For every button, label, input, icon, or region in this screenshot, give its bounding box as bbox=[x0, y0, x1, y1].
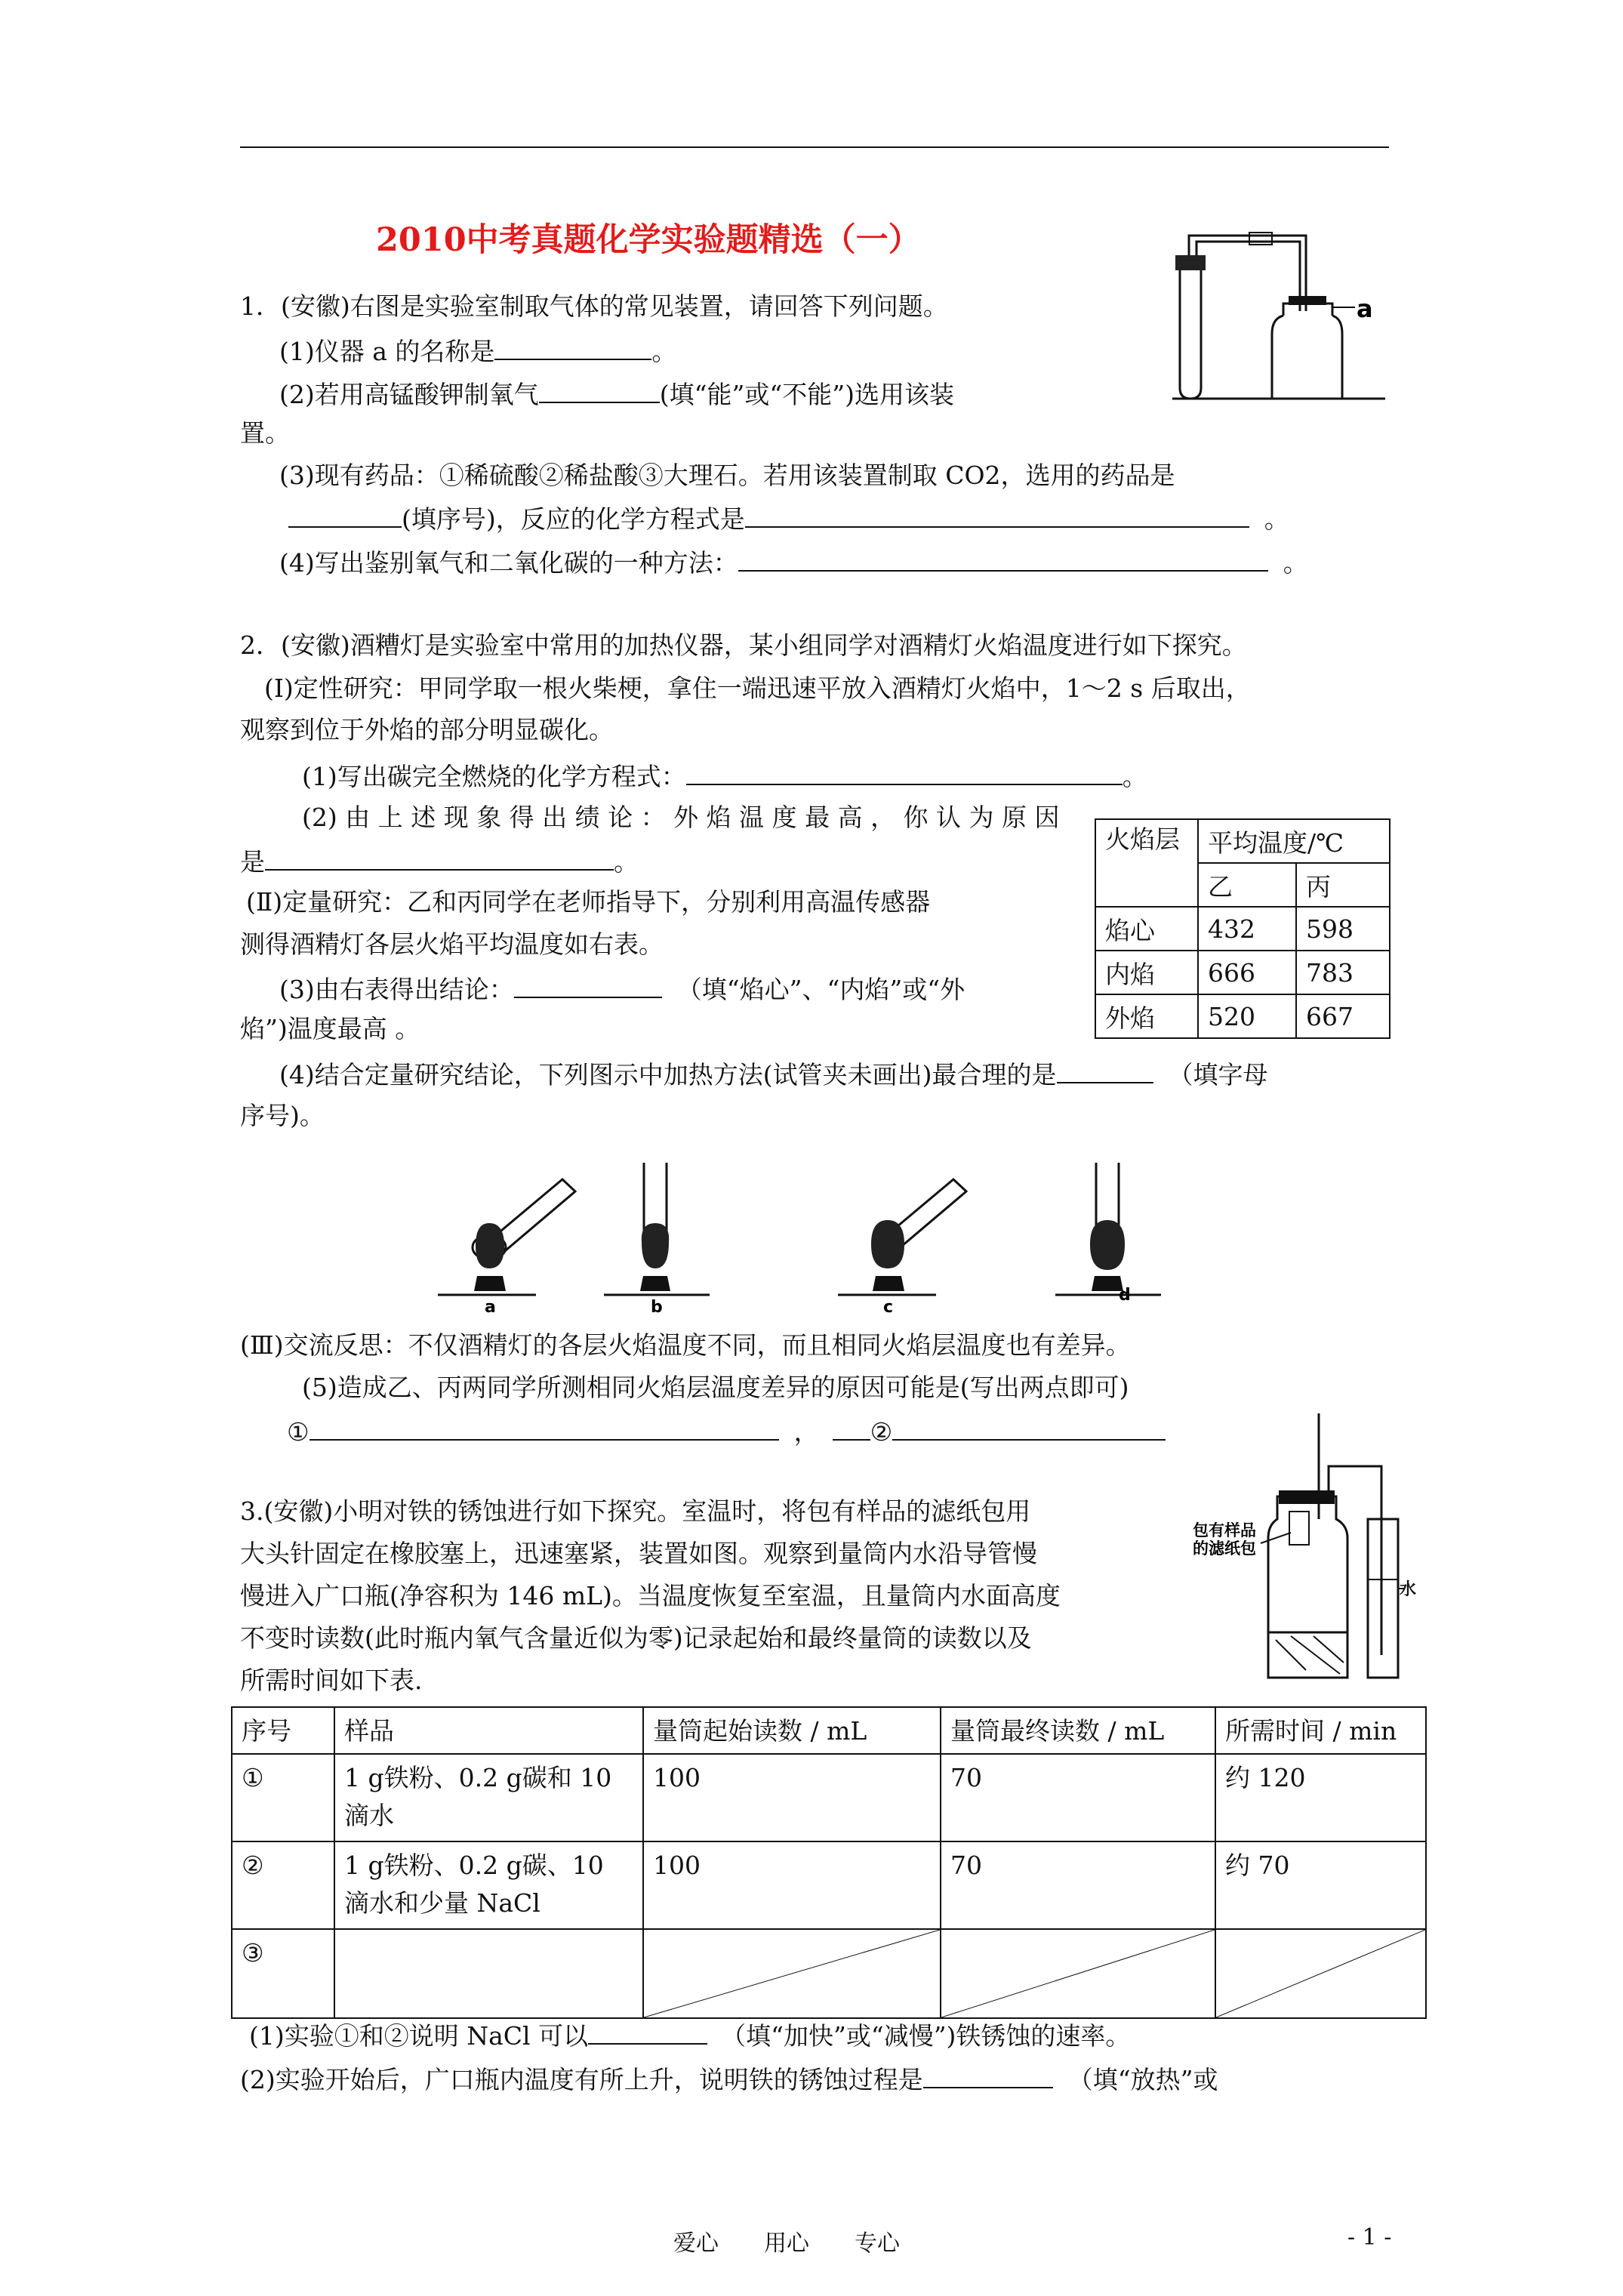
heating-option-c bbox=[838, 1179, 966, 1317]
q2-stem: 2．(安徽)酒糟灯是实验室中常用的加热仪器，某小组同学对酒精灯火焰温度进行如下探究。 bbox=[240, 630, 1247, 660]
table-row bbox=[232, 1841, 1426, 1929]
start-reading: 100 bbox=[643, 1754, 941, 1841]
q2-sub2-text: 是 bbox=[240, 847, 265, 877]
q2-sub3-text-end: （填“焰心”、“内焰”或“外 bbox=[676, 975, 965, 1004]
temp-bing: 667 bbox=[1296, 994, 1390, 1038]
q2-sub4 bbox=[279, 1056, 1268, 1092]
q2-sub3-text: (3)由右表得出结论： bbox=[279, 975, 514, 1004]
rust-table-header: 所需时间 / min bbox=[1215, 1707, 1426, 1754]
q1-part2-cont: 置。 bbox=[240, 418, 290, 448]
table-row bbox=[1095, 907, 1390, 951]
answer-blank[interactable] bbox=[265, 843, 614, 871]
rust-table-header: 序号 bbox=[232, 1707, 334, 1754]
answer-blank[interactable] bbox=[892, 1413, 1166, 1441]
q1-part1 bbox=[279, 333, 676, 368]
flame-table-header-yi: 乙 bbox=[1198, 863, 1296, 907]
sample-line: 滴水 bbox=[344, 1801, 394, 1830]
heating-option-a bbox=[438, 1179, 575, 1317]
row-number: ① bbox=[232, 1754, 334, 1841]
row-number: ② bbox=[232, 1841, 334, 1929]
q1-part2-text-end: (填“能”或“不能”)选用该装 bbox=[659, 380, 954, 409]
sample-cell bbox=[334, 1841, 643, 1929]
rust-table-header: 量筒最终读数 / mL bbox=[941, 1707, 1215, 1754]
sample-line: 1 g铁粉、0.2 g碳和 10 bbox=[344, 1763, 612, 1792]
q1-part3-cont bbox=[288, 501, 1289, 536]
q2-quantitative: (Ⅱ)定量研究：乙和丙同学在老师指导下，分别利用高温传感器 bbox=[246, 887, 931, 917]
q2-sub5-mark2: ② bbox=[870, 1417, 893, 1447]
q3-line5: 所需时间如下表. bbox=[240, 1666, 423, 1695]
time-required: 约 120 bbox=[1215, 1754, 1426, 1841]
start-reading: 100 bbox=[643, 1841, 941, 1929]
q3-line2: 大头针固定在橡胶塞上，迅速塞紧，装置如图。观察到量筒内水沿导管慢 bbox=[240, 1539, 1037, 1568]
sample-label-1: 包有样品 bbox=[1193, 1521, 1256, 1539]
header-rule bbox=[240, 146, 1389, 148]
answer-blank[interactable] bbox=[923, 2061, 1053, 2088]
q1-stem: 1．(安徽)右图是实验室制取气体的常见装置，请回答下列问题。 bbox=[240, 291, 948, 321]
q1-part2-text: (2)若用高锰酸钾制氧气 bbox=[279, 380, 539, 409]
q1-part4-end: 。 bbox=[1283, 548, 1308, 578]
answer-blank[interactable] bbox=[288, 501, 402, 528]
end-reading: 70 bbox=[941, 1754, 1215, 1841]
gas-apparatus-figure bbox=[1166, 220, 1389, 405]
q1-part3-end: 。 bbox=[1264, 504, 1289, 534]
rust-apparatus-figure bbox=[1193, 1406, 1404, 1685]
answer-blank[interactable] bbox=[686, 758, 1123, 785]
q3-answer1 bbox=[249, 2017, 1130, 2053]
figure-label-c: c bbox=[883, 1298, 894, 1317]
sample-cell[interactable] bbox=[334, 1929, 643, 2018]
q2-sub5-answers bbox=[287, 1413, 1166, 1449]
q2-sub3-cont: 焰”)温度最高 。 bbox=[240, 1014, 420, 1043]
q2-sub4-text: (4)结合定量研究结论，下列图示中加热方法(试管夹未画出)最合理的是 bbox=[279, 1060, 1057, 1089]
figure-label-b: b bbox=[651, 1298, 663, 1317]
flame-table-header-layer: 火焰层 bbox=[1095, 819, 1198, 907]
q1-part1-end: 。 bbox=[651, 337, 677, 366]
answer-blank[interactable] bbox=[745, 501, 1249, 528]
q1-part4 bbox=[279, 544, 1308, 580]
q2-reflection: (Ⅲ)交流反思：不仅酒精灯的各层火焰温度不同，而且相同火焰层温度也有差异。 bbox=[240, 1330, 1131, 1360]
temp-yi: 520 bbox=[1198, 994, 1296, 1038]
sample-line: 滴水和少量 NaCl bbox=[344, 1888, 540, 1918]
rust-experiment-table bbox=[231, 1706, 1427, 2019]
sample-cell bbox=[334, 1754, 643, 1841]
flame-table-header-bing: 丙 bbox=[1296, 863, 1390, 907]
table-row bbox=[1095, 951, 1390, 994]
table-row bbox=[232, 1754, 1426, 1841]
row-number: ③ bbox=[232, 1929, 334, 2018]
answer-blank[interactable] bbox=[738, 544, 1268, 572]
flame-temperature-table bbox=[1095, 818, 1390, 1039]
sample-line: 1 g铁粉、0.2 g碳、10 bbox=[344, 1851, 604, 1880]
answer-blank[interactable] bbox=[310, 1413, 779, 1441]
q2-qualitative-cont: 观察到位于外焰的部分明显碳化。 bbox=[240, 715, 614, 744]
q1-part1-text: (1)仪器 a 的名称是 bbox=[279, 337, 495, 366]
page-title: 2010中考真题化学实验题精选（一） bbox=[376, 221, 921, 259]
q3-line3: 慢进入广口瓶(净容积为 146 mL)。当温度恢复至室温，且量筒内水面高度 bbox=[240, 1581, 1061, 1610]
q1-part3-text: (填序号)，反应的化学方程式是 bbox=[402, 504, 745, 534]
q2-qualitative: (Ⅰ)定性研究：甲同学取一根火柴梗，拿住一端迅速平放入酒精灯火焰中，1～2 s 后取出， bbox=[264, 673, 1251, 703]
q1-part2 bbox=[279, 376, 954, 411]
answer-blank[interactable] bbox=[539, 376, 660, 403]
flame-layer: 焰心 bbox=[1095, 907, 1198, 951]
temp-yi: 432 bbox=[1198, 907, 1296, 951]
q2-sub2-cont bbox=[240, 843, 639, 879]
footer-motto: 爱心 用心 专心 bbox=[673, 2230, 900, 2257]
figure-label-a: a bbox=[1357, 294, 1373, 323]
q2-quantitative-cont: 测得酒精灯各层火焰平均温度如右表。 bbox=[240, 929, 664, 959]
water-label: 水 bbox=[1400, 1579, 1417, 1599]
q2-sub5: (5)造成乙、丙两同学所测相同火焰层温度差异的原因可能是(写出两点即可) bbox=[302, 1373, 1129, 1402]
start-reading-slashed bbox=[643, 1929, 941, 2018]
figure-label-d: d bbox=[1119, 1286, 1131, 1305]
sample-label-2: 的滤纸包 bbox=[1193, 1539, 1256, 1558]
q3-answer2 bbox=[240, 2061, 1218, 2097]
q1-part3: (3)现有药品：①稀硫酸②稀盐酸③大理石。若用该装置制取 CO2，选用的药品是 bbox=[279, 461, 1175, 490]
time-required: 约 70 bbox=[1215, 1841, 1426, 1929]
heating-option-d bbox=[1055, 1163, 1161, 1305]
q3-line1: 3.(安徽)小明对铁的锈蚀进行如下探究。室温时，将包有样品的滤纸包用 bbox=[240, 1496, 1031, 1526]
q3-answer1-end: （填“加快”或“减慢”)铁锈蚀的速率。 bbox=[721, 2021, 1131, 2051]
end-reading: 70 bbox=[941, 1841, 1215, 1929]
q2-sub5-mark1: ① bbox=[287, 1417, 310, 1447]
flame-table-header-temp: 平均温度/℃ bbox=[1198, 819, 1390, 863]
temp-bing: 783 bbox=[1296, 951, 1390, 994]
answer-blank[interactable] bbox=[494, 333, 651, 360]
q3-answer2-end: （填“放热”或 bbox=[1067, 2065, 1218, 2094]
answer-blank[interactable] bbox=[588, 2017, 707, 2045]
q2-sub2: (2) 由 上 述 现 象 得 出 绩 论 ： 外 焰 温 度 最 高 ， 你 认 为 原 因 bbox=[302, 803, 1060, 832]
q2-sub2-end: 。 bbox=[614, 847, 639, 877]
answer-blank[interactable] bbox=[514, 971, 662, 998]
rust-table-header: 样品 bbox=[334, 1707, 643, 1754]
temp-bing: 598 bbox=[1296, 907, 1390, 951]
table-row bbox=[1095, 994, 1390, 1038]
q3-answer2-text: (2)实验开始后，广口瓶内温度有所上升，说明铁的锈蚀过程是 bbox=[240, 2065, 923, 2094]
time-required-slashed bbox=[1215, 1929, 1426, 2018]
rust-table-header: 量筒起始读数 / mL bbox=[643, 1707, 941, 1754]
q2-sub1-end: 。 bbox=[1122, 762, 1147, 791]
q2-sub3 bbox=[279, 971, 965, 1006]
flame-layer: 外焰 bbox=[1095, 994, 1198, 1038]
figure-label-a: a bbox=[485, 1298, 496, 1317]
q3-answer1-text: (1)实验①和②说明 NaCl 可以 bbox=[249, 2021, 589, 2051]
q2-sub4-cont: 序号)。 bbox=[240, 1101, 325, 1130]
answer-blank[interactable] bbox=[833, 1413, 870, 1441]
q2-sub4-text-end: （填字母 bbox=[1168, 1060, 1268, 1089]
flame-layer: 内焰 bbox=[1095, 951, 1198, 994]
table-row bbox=[232, 1929, 1426, 2018]
answer-blank[interactable] bbox=[1057, 1056, 1153, 1083]
temp-yi: 666 bbox=[1198, 951, 1296, 994]
heating-methods-figure bbox=[430, 1148, 1193, 1323]
page-number: - 1 - bbox=[1347, 2224, 1392, 2251]
end-reading-slashed bbox=[941, 1929, 1215, 2018]
heating-option-b bbox=[604, 1163, 710, 1317]
q2-sub1 bbox=[302, 758, 1147, 794]
q2-sub5-sep: ， bbox=[793, 1417, 819, 1447]
q2-sub1-text: (1)写出碳完全燃烧的化学方程式： bbox=[302, 762, 686, 791]
q3-line4: 不变时读数(此时瓶内氧气含量近似为零)记录起始和最终量筒的读数以及 bbox=[240, 1623, 1032, 1653]
q1-part4-text: (4)写出鉴别氧气和二氧化碳的一种方法： bbox=[279, 548, 738, 578]
